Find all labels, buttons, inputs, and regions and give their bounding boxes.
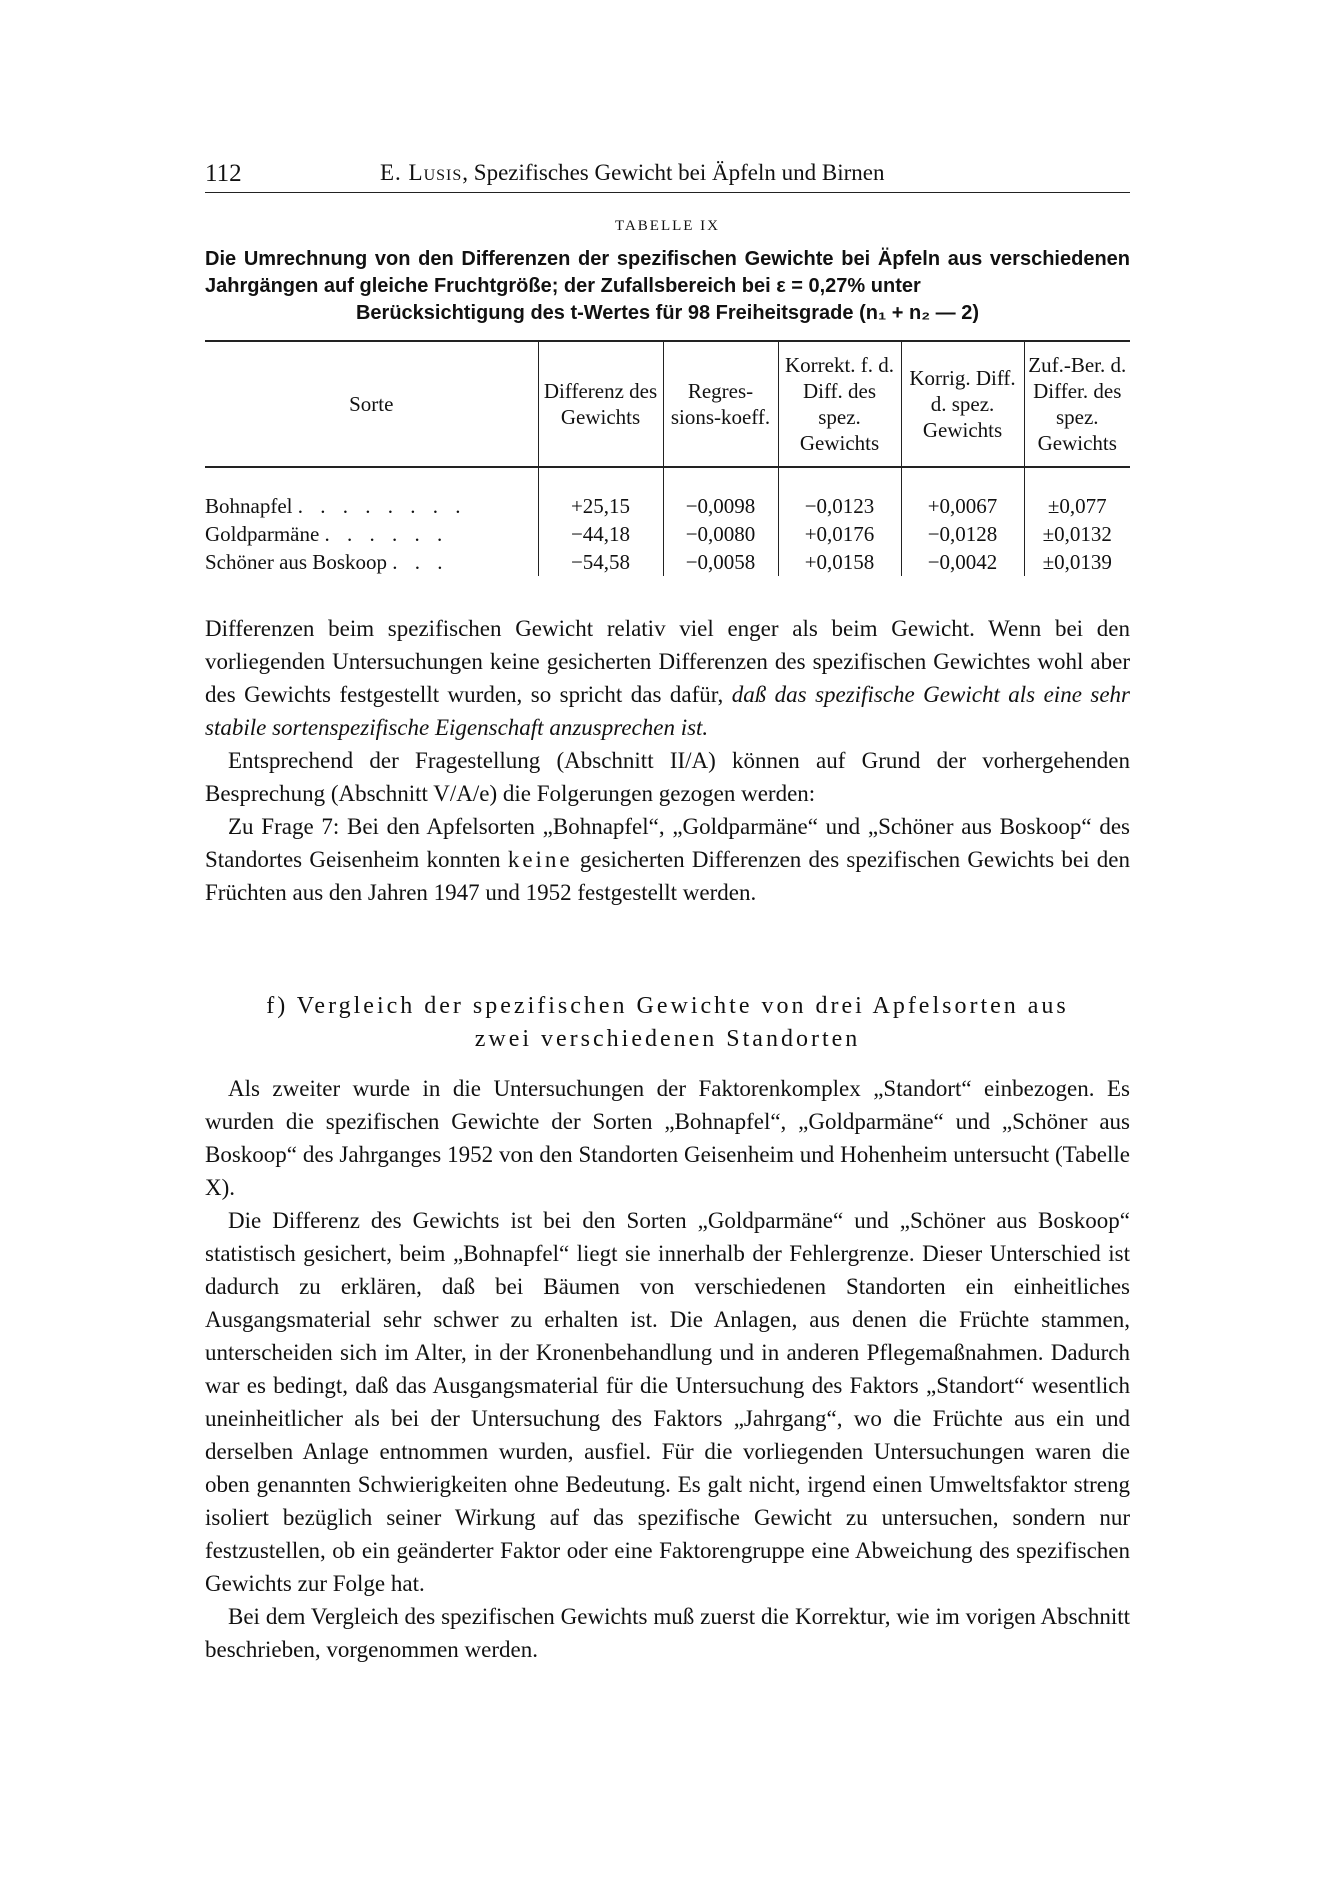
spaced-text: keine — [507, 847, 573, 872]
page-number: 112 — [205, 160, 242, 187]
header-differenz: Differenz des Gewichts — [538, 341, 663, 467]
table-caption-line1: Die Umrechnung von den Differenzen der spezifischen Gewichte bei Äpfeln aus verschiedenen Jahrgängen auf gleiche Fruchtgröße; der Zufallsbereich bei ε = 0,27% unter — [205, 248, 1130, 297]
table-label: TABELLE IX — [614, 218, 721, 234]
cell-zuf: ±0,0132 — [1024, 520, 1130, 548]
table-row — [205, 467, 1130, 520]
cell-diff: −54,58 — [538, 548, 663, 576]
cell-regr: −0,0080 — [663, 520, 778, 548]
paragraph: Die Differenz des Gewichts ist bei den Sorten „Goldparmäne“ und „Schöner aus Boskoop“ statistisch gesichert, beim „Bohnapfel“ liegt sie innerhalb der Fehlergrenze. Dieser Unterschied ist dadurch zu erklären, daß bei Bäumen von verschiedenen Standorten ein einheitliches Ausgangsmaterial sehr schwer zu erhalten ist. Die Anlagen, aus denen die Früchte stammen, unterscheiden sich im Alter, in der Kronenbehandlung und in anderen Pflegemaßnahmen. Dadurch war es bedingt, daß das Ausgangsmaterial für die Untersuchung des Faktors „Standort“ wesentlich uneinheitlicher als bei der Untersuchung des Faktors „Jahrgang“, wo die Früchte aus ein und derselben Anlage entnommen wurden, ausfiel. Für die vorliegenden Untersuchungen waren die oben genannten Schwierigkeiten ohne Bedeutung. Es galt nicht, irgend einen Umweltsfaktor streng isoliert bezüglich seiner Wirkung auf das spezifische Gewicht zu untersuchen, sondern nur festzustellen, ob ein geänderter Faktor oder eine Faktorengruppe eine Abweichung des spezifischen Gewichts zur Folge hat. — [205, 1208, 1130, 1596]
cell-zuf: ±0,0139 — [1024, 548, 1130, 576]
text-block-upper — [205, 612, 1130, 909]
running-head — [205, 158, 1130, 193]
section-heading — [205, 990, 1130, 1056]
header-korrektur: Korrekt. f. d. Diff. des spez. Gewichts — [778, 341, 901, 467]
table-caption — [205, 246, 1130, 327]
cell-zuf: ±0,077 — [1024, 467, 1130, 520]
cell-sorte: Schöner aus Boskoop . . . — [205, 550, 449, 574]
header-zufallsbereich: Zuf.-Ber. d. Differ. des spez. Gewichts — [1024, 341, 1130, 467]
cell-korrig: +0,0067 — [901, 467, 1024, 520]
article-title: , Spezifisches Gewicht bei Äpfeln und Birnen — [462, 160, 885, 185]
cell-korrekt: −0,0123 — [778, 467, 901, 520]
cell-sorte: Bohnapfel . . . . . . . . — [205, 494, 467, 518]
paragraph: Entsprechend der Fragestellung (Abschnitt II/A) können auf Grund der vorhergehenden Besprechung (Abschnitt V/A/e) die Folgerungen gezogen werden: — [205, 748, 1130, 806]
paragraph: Bei dem Vergleich des spezifischen Gewichts muß zuerst die Korrektur, wie im vorigen Abschnitt beschrieben, vorgenommen werden. — [205, 1604, 1130, 1662]
cell-korrekt: +0,0158 — [778, 548, 901, 576]
cell-sorte: Goldparmäne . . . . . . — [205, 522, 449, 546]
data-table — [205, 340, 1130, 576]
table-row — [205, 548, 1130, 576]
cell-korrig: −0,0042 — [901, 548, 1024, 576]
header-korrigiert: Korrig. Diff. d. spez. Gewichts — [901, 341, 1024, 467]
table-row — [205, 520, 1130, 548]
emphasized-text: daß das spezifische Gewicht als eine sehr stabile sortenspezifische Eigenschaft anzusprechen ist. — [205, 682, 1130, 740]
paragraph: Als zweiter wurde in die Untersuchungen der Faktorenkomplex „Standort“ einbezogen. Es wurden die spezifischen Gewichte der Sorten „Bohnapfel“, „Goldparmäne“ und „Schöner aus Boskoop“ des Jahrganges 1952 von den Standorten Geisenheim und Hohenheim untersucht (Tabelle X). — [205, 1076, 1130, 1200]
cell-regr: −0,0098 — [663, 467, 778, 520]
paragraph: Zu Frage 7: Bei den Apfelsorten „Bohnapfel“, „Goldparmäne“ und „Schöner aus Boskoop“ des Standortes Geisenheim konnten keine gesicherten Differenzen des spezifischen Gewichts bei den Früchten aus den Jahren 1947 und 1952 festgestellt werden. — [205, 814, 1130, 905]
paragraph: Differenzen beim spezifischen Gewicht relativ viel enger als beim Gewicht. Wenn bei den vorliegenden Untersuchungen keine gesicherten Differenzen des spezifischen Gewichtes wohl aber des Gewichts festgestellt wurden, so spricht das dafür, daß das spezifische Gewicht als eine sehr stabile sortenspezifische Eigenschaft anzusprechen ist. — [205, 616, 1130, 740]
cell-korrig: −0,0128 — [901, 520, 1024, 548]
cell-korrekt: +0,0176 — [778, 520, 901, 548]
header-regression: Regres-sions-koeff. — [663, 341, 778, 467]
text-block-lower — [205, 1072, 1130, 1666]
running-title — [380, 160, 884, 186]
cell-diff: −44,18 — [538, 520, 663, 548]
section-heading-line1: f) Vergleich der spezifischen Gewichte von drei Apfelsorten aus — [266, 993, 1069, 1019]
cell-regr: −0,0058 — [663, 548, 778, 576]
cell-diff: +25,15 — [538, 467, 663, 520]
header-sorte: Sorte — [205, 341, 538, 467]
author-name: E. Lusis — [380, 160, 463, 185]
table-header-row — [205, 341, 1130, 467]
section-heading-line2: zwei verschiedenen Standorten — [474, 1026, 861, 1052]
table-caption-line2: Berücksichtigung des t-Wertes für 98 Freiheitsgrade (n₁ + n₂ — 2) — [355, 302, 980, 324]
